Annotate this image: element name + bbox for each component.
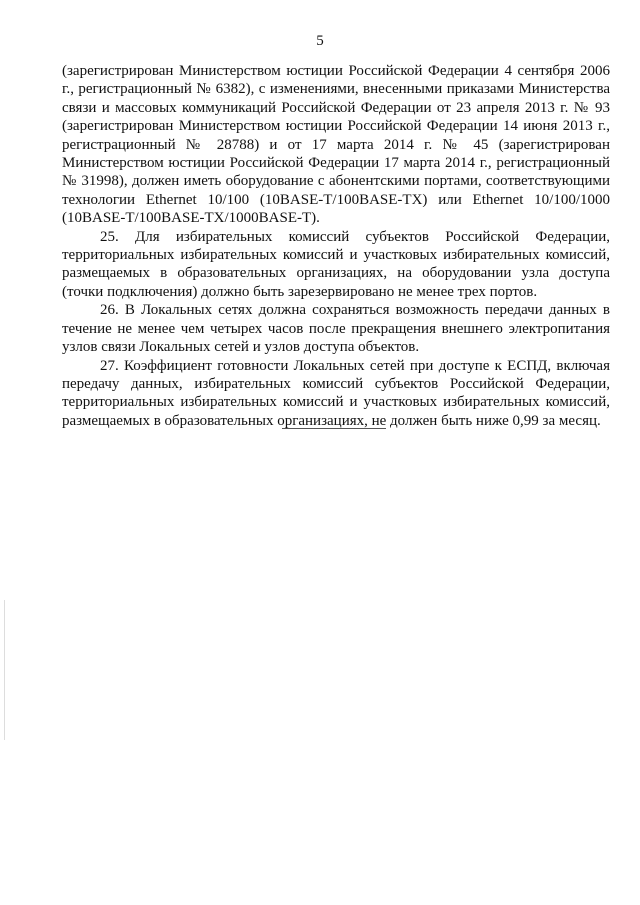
- paragraph-27: 27. Коэффициент готовности Локальных сетей при доступе к ЕСПД, включая передачу данных, избирательных комиссий субъектов Российской Федерации, территориальных избирательных комиссий и участковых избирательных комиссий, размещаемых в образовательных организациях, не должен быть ниже 0,99 за месяц.: [62, 357, 610, 429]
- end-of-document-divider: [282, 428, 386, 429]
- scan-artifact: [4, 600, 5, 740]
- paragraph-continuation: (зарегистрирован Министерством юстиции Российской Федерации 4 сентября 2006 г., регистрационный № 6382), с изменениями, внесенными приказами Министерства связи и массовых коммуникаций Российской Федерации от 23 апреля 2013 г. № 93 (зарегистрирован Министерством юстиции Российской Федерации 14 июня 2013 г., регистрационный № 28788) и от 17 марта 2014 г. № 45 (зарегистрирован Министерством юстиции Российской Федерации 17 марта 2014 г., регистрационный № 31998), должен иметь оборудование с абонентскими портами, соответствующими технологии Ethernet 10/100 (10BASE-T/100BASE-TX) или Ethernet 10/100/1000 (10BASE-T/100BASE-TX/1000BASE-T).: [62, 63, 610, 227]
- page-number: 5: [316, 33, 324, 49]
- paragraph-25: 25. Для избирательных комиссий субъектов Российской Федерации, территориальных избирательных комиссий и участковых избирательных комиссий, размещаемых в образовательных организациях, на оборудовании узла доступа (точки подключения) должно быть зарезервировано не менее трех портов.: [62, 228, 610, 300]
- document-body: [62, 62, 610, 430]
- paragraph-26: 26. В Локальных сетях должна сохраняться возможность передачи данных в течение не менее чем четырех часов после прекращения внешнего электропитания узлов связи Локальных сетей и узлов доступа объектов.: [62, 302, 610, 356]
